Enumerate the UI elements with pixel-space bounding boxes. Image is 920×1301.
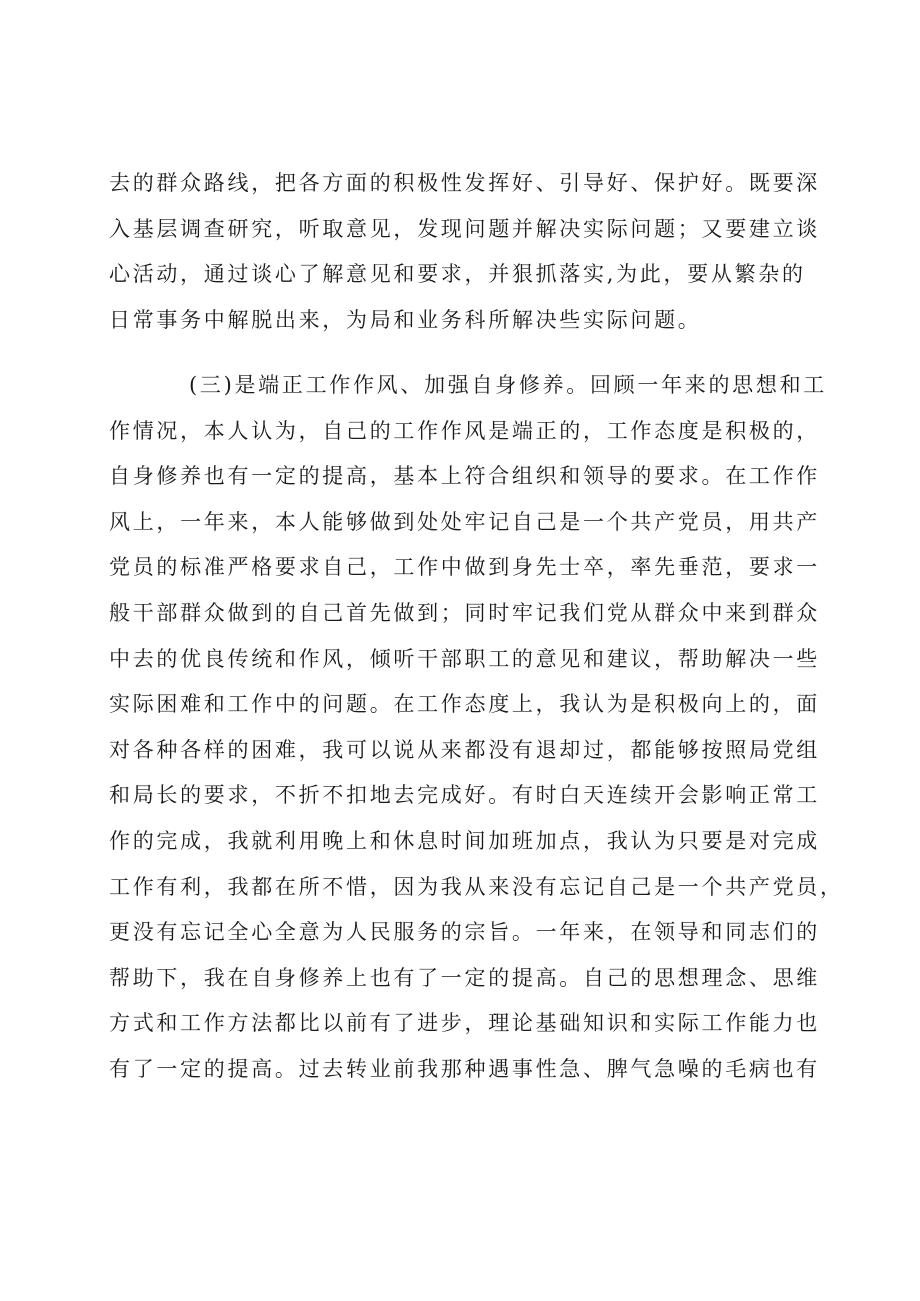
paragraph-2-line-2: 作情况，本人认为，自己的工作作风是端正的，工作态度是积极的， xyxy=(109,418,820,443)
paragraph-2-line-10: 和局长的要求，不折不扣地去完成好。有时白天连续开会影响正常工 xyxy=(109,783,820,808)
paragraph-2-line-5: 党员的标准严格要求自己，工作中做到身先士卒，率先垂范，要求一 xyxy=(109,555,820,580)
paragraph-2-line-1: (三)是端正工作作风、加强自身修养。回顾一年来的思想和工 xyxy=(189,373,827,397)
paragraph-1-line-2: 入基层调查研究，听取意见，发现问题并解决实际问题；又要建立谈 xyxy=(109,216,820,241)
paragraph-1-line-3: 心活动，通过谈心了解意见和要求，并狠抓落实,为此，要从繁杂的 xyxy=(109,262,806,287)
paragraph-2 xyxy=(109,363,844,1093)
paragraph-2-line-7: 中去的优良传统和作风，倾听干部职工的意见和建议，帮助解决一些 xyxy=(109,646,820,671)
paragraph-2-line-8: 实际困难和工作中的问题。在工作态度上，我认为是积极向上的，面 xyxy=(109,692,820,717)
paragraph-2-line-6: 般干部群众做到的自己首先做到；同时牢记我们党从群众中来到群众 xyxy=(109,600,820,625)
paragraph-2-line-11: 作的完成，我就利用晚上和休息时间加班加点，我认为只要是对完成 xyxy=(109,828,820,853)
paragraph-2-line-4: 风上，一年来，本人能够做到处处牢记自己是一个共产党员，用共产 xyxy=(109,509,820,534)
paragraph-2-line-16: 有了一定的提高。过去转业前我那种遇事性急、脾气急噪的毛病也有 xyxy=(109,1056,820,1081)
paragraph-2-line-12: 工作有利，我都在所不惜，因为我从来没有忘记自己是一个共产党员， xyxy=(109,874,844,899)
paragraph-1-line-4: 日常事务中解脱出来，为局和业务科所解决些实际问题。 xyxy=(109,307,702,332)
paragraph-1 xyxy=(109,161,820,343)
paragraph-2-line-15: 方式和工作方法都比以前有了进步，理论基础知识和实际工作能力也 xyxy=(109,1011,820,1036)
paragraph-2-line-9: 对各种各样的困难，我可以说从来都没有退却过，都能够按照局党组 xyxy=(109,737,820,762)
paragraph-2-line-3: 自身修养也有一定的提高，基本上符合组织和领导的要求。在工作作 xyxy=(109,464,820,489)
paragraph-1-line-1: 去的群众路线，把各方面的积极性发挥好、引导好、保护好。既要深 xyxy=(109,171,820,195)
paragraph-2-line-13: 更没有忘记全心全意为人民服务的宗旨。一年来，在领导和同志们的 xyxy=(109,920,820,945)
paragraph-2-line-14: 帮助下，我在自身修养上也有了一定的提高。自己的思想理念、思维 xyxy=(109,965,820,990)
